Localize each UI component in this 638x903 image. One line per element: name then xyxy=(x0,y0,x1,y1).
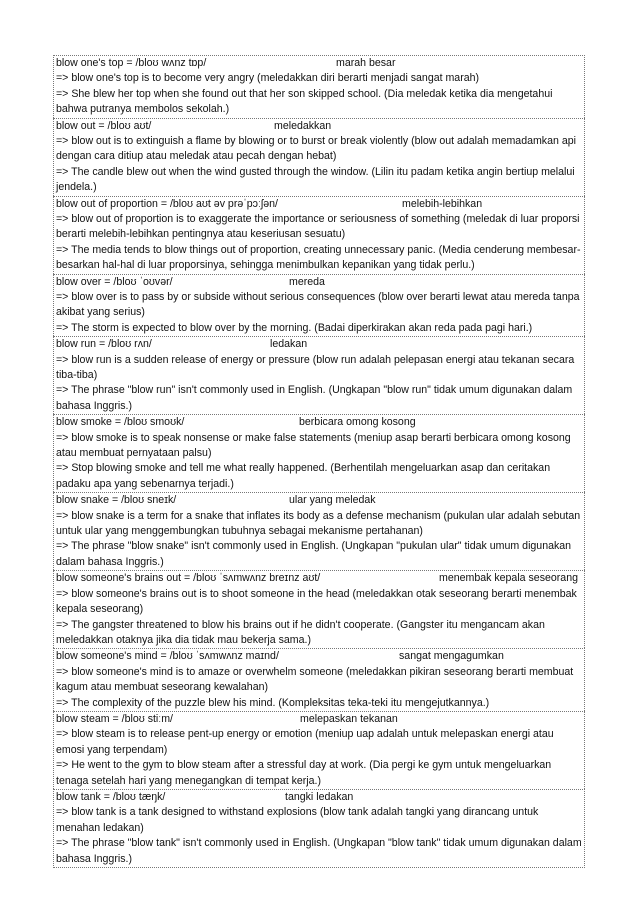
glossary-entry xyxy=(53,55,585,118)
entry-term: blow smoke = /bloʊ smoʊk/ xyxy=(56,416,185,429)
entry-header xyxy=(56,197,583,212)
entry-definition: => blow someone's brains out is to shoot someone in the head (meledakkan otak seseorang berarti menembak kepala seseorang) xyxy=(56,587,577,616)
entry-header xyxy=(56,493,583,508)
glossary-entry xyxy=(53,711,585,789)
entry-header xyxy=(56,649,583,664)
entry-term: blow someone's brains out = /bloʊ ˈsʌmwʌnz breɪnz aʊt/ xyxy=(56,572,321,585)
entry-term: blow out of proportion = /bloʊ aʊt əv prəˈpɔːʃən/ xyxy=(56,197,278,210)
entry-example: => Stop blowing smoke and tell me what really happened. (Berhentilah mengeluarkan asap dan ceritakan padaku apa yang sebenarnya terjadi.) xyxy=(56,462,551,490)
entry-definition: => blow out of proportion is to exaggerate the importance or seriousness of something (meledak di luar proporsi berarti melebih-lebihkan pentingnya atau keseriusan sesuatu) xyxy=(56,213,580,241)
entry-meaning: tangki ledakan xyxy=(285,790,354,803)
entry-meaning: berbicara omong kosong xyxy=(299,416,416,429)
entry-meaning: ledakan xyxy=(270,338,308,351)
entry-header xyxy=(56,712,583,727)
entry-example: => The phrase "blow tank" isn't commonly used in English. (Ungkapan "blow tank" tidak umum digunakan dalam bahasa Inggris.) xyxy=(56,837,582,865)
entry-header xyxy=(56,571,583,586)
entry-term: blow snake = /bloʊ sneɪk/ xyxy=(56,494,177,507)
glossary-entry xyxy=(53,648,585,711)
entry-meaning: ular yang meledak xyxy=(289,494,376,507)
entry-meaning: sangat mengagumkan xyxy=(399,650,504,663)
entry-example: => The gangster threatened to blow his brains out if he didn't cooperate. (Gangster itu mengancam akan meledakkan otaknya jika dia tidak mau bekerja sama.) xyxy=(56,618,545,646)
entry-header xyxy=(56,790,583,805)
entry-header xyxy=(56,56,583,71)
entry-header xyxy=(56,415,583,430)
entry-example: => The storm is expected to blow over by the morning. (Badai diperkirakan akan reda pada pagi hari.) xyxy=(56,321,533,334)
entry-definition: => blow smoke is to speak nonsense or make false statements (meniup asap berarti berbicara omong kosong atau membuat pernyataan palsu) xyxy=(56,431,571,460)
entry-meaning: melebih-lebihkan xyxy=(402,197,483,210)
entry-header xyxy=(56,275,583,290)
entry-definition: => blow run is a sudden release of energy or pressure (blow run adalah pelepasan energi atau tekanan secara tiba-tiba) xyxy=(56,353,575,382)
glossary-entry xyxy=(53,274,585,337)
glossary-document xyxy=(53,55,585,868)
entry-meaning: marah besar xyxy=(336,57,396,69)
entry-meaning: menembak kepala seseorang xyxy=(439,572,578,585)
entry-definition: => blow out is to extinguish a flame by blowing or to burst or break violently (blow out adalah memadamkan api dengan cara ditiup atau meledak atau pecah dengan hebat) xyxy=(56,135,576,163)
entry-header xyxy=(56,337,583,352)
entry-definition: => blow steam is to release pent-up energy or emotion (meniup uap adalah untuk melepaskan energi atau emosi yang terpendam) xyxy=(56,728,554,756)
entry-example: => The complexity of the puzzle blew his mind. (Kompleksitas teka-teki itu mengejutkannya.) xyxy=(56,696,490,709)
entry-definition: => blow over is to pass by or subside without serious consequences (blow over berarti lewat atau mereda tanpa akibat yang serius) xyxy=(56,291,580,319)
entry-definition: => blow one's top is to become very angry (meledakkan diri berarti menjadi sangat marah) xyxy=(56,72,480,85)
entry-term: blow run = /bloʊ rʌn/ xyxy=(56,338,152,351)
entry-meaning: melepaskan tekanan xyxy=(300,712,398,725)
entry-example: => She blew her top when she found out that her son skipped school. (Dia meledak ketika dia mengetahui bahwa putranya membolos sekolah.) xyxy=(56,87,553,116)
glossary-entry xyxy=(53,492,585,570)
entry-example: => The phrase "blow snake" isn't commonly used in English. (Ungkapan "pukulan ular" tidak umum digunakan dalam bahasa Inggris.) xyxy=(56,540,572,568)
entry-term: blow over = /bloʊ ˈoʊvər/ xyxy=(56,275,173,288)
glossary-entry xyxy=(53,570,585,648)
glossary-entry xyxy=(53,118,585,196)
entry-definition: => blow snake is a term for a snake that inflates its body as a defense mechanism (pukulan ular adalah sebutan untuk ular yang menggembungkan tubuhnya sebagai mekanisme pertahanan) xyxy=(56,509,581,538)
entry-definition: => blow tank is a tank designed to withstand explosions (blow tank adalah tangki yang dirancang untuk menahan ledakan) xyxy=(56,806,539,834)
entry-definition: => blow someone's mind is to amaze or overwhelm someone (meledakkan pikiran seseorang berarti membuat kagum atau membuat seseorang kewalahan) xyxy=(56,665,574,694)
entry-term: blow one's top = /bloʊ wʌnz tɒp/ xyxy=(56,57,207,69)
entry-example: => He went to the gym to blow steam after a stressful day at work. (Dia pergi ke gym untuk mengeluarkan tenaga setelah hari yang menegangkan di tempat kerja.) xyxy=(56,759,552,787)
entry-meaning: mereda xyxy=(289,275,325,288)
entry-term: blow someone's mind = /bloʊ ˈsʌmwʌnz maɪnd/ xyxy=(56,650,279,663)
entry-example: => The phrase "blow run" isn't commonly used in English. (Ungkapan "blow run" tidak umum digunakan dalam bahasa Inggris.) xyxy=(56,384,573,412)
entry-term: blow out = /bloʊ aʊt/ xyxy=(56,119,152,132)
entry-example: => The candle blew out when the wind gusted through the window. (Lilin itu padam ketika angin bertiup melalui jendela.) xyxy=(56,165,575,194)
entry-term: blow steam = /bloʊ stiːm/ xyxy=(56,712,174,725)
glossary-entry xyxy=(53,789,585,868)
glossary-entry xyxy=(53,414,585,492)
entry-header xyxy=(56,119,583,134)
glossary-entry xyxy=(53,196,585,274)
entry-example: => The media tends to blow things out of proportion, creating unnecessary panic. (Media cenderung membesar-besarkan hal-hal di luar proporsinya, sehingga menimbulkan kepanikan yang tidak perlu.) xyxy=(56,243,581,272)
glossary-entry xyxy=(53,336,585,414)
entry-meaning: meledakkan xyxy=(274,119,332,132)
entry-term: blow tank = /bloʊ tæŋk/ xyxy=(56,790,166,803)
